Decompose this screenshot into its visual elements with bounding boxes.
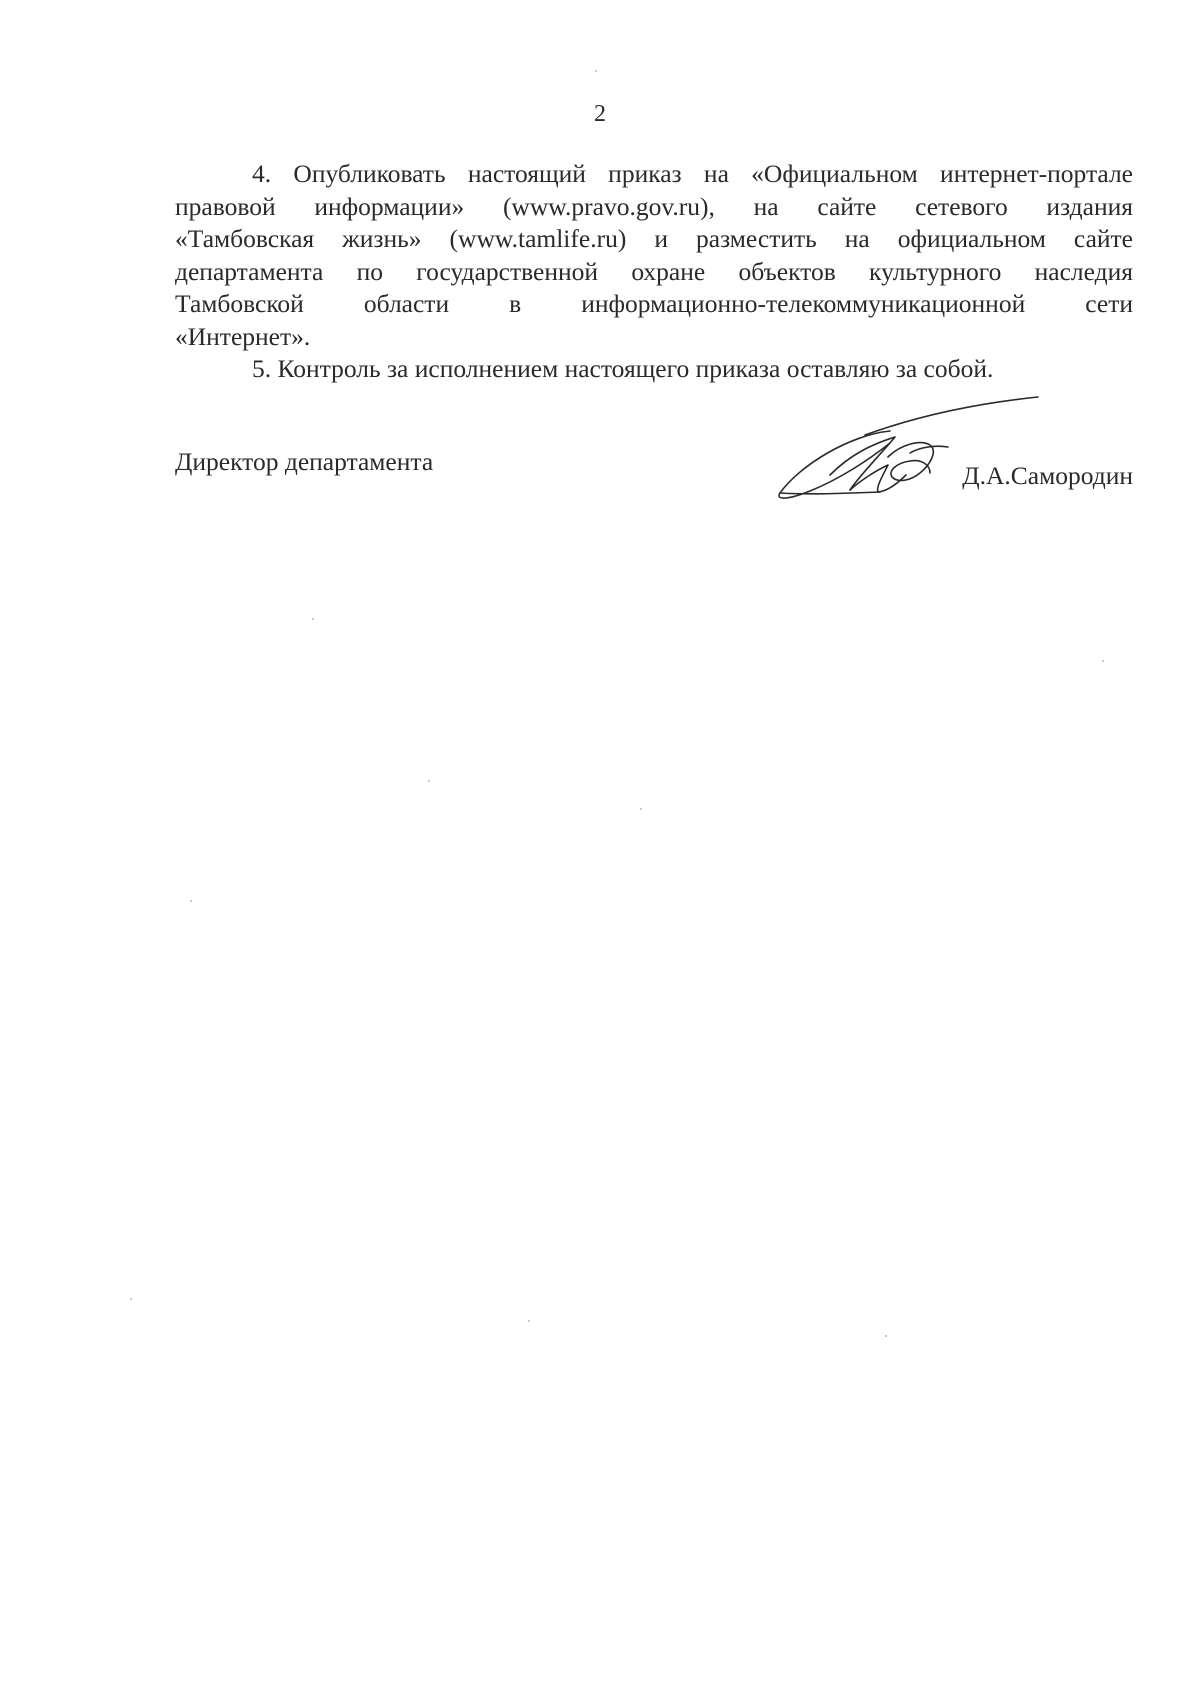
- signatory-name: Д.А.Самородин: [962, 461, 1133, 490]
- document-body: [175, 158, 1133, 386]
- scan-speck: [428, 780, 430, 782]
- paragraph-line: Тамбовской области в информационно-телекоммуникационной сети: [175, 289, 1133, 318]
- page-number: 2: [594, 101, 606, 127]
- paragraph-line: 4. Опубликовать настоящий приказ на «Официальном интернет-портале: [252, 159, 1133, 188]
- paragraph-line: правовой информации» (www.pravo.gov.ru), на сайте сетевого издания: [175, 191, 1133, 221]
- paragraph-control: 5. Контроль за исполнением настоящего приказа оставляю за собой.: [252, 354, 994, 383]
- signatory-role: Директор департамента: [175, 447, 434, 476]
- scan-speck: [528, 1320, 530, 1322]
- handwritten-signature-icon: [770, 395, 1050, 510]
- scan-speck: [312, 618, 314, 620]
- paragraph-publication: [175, 158, 1133, 353]
- scan-speck: [1102, 660, 1104, 662]
- scan-speck: [130, 1298, 132, 1300]
- paragraph-line: «Тамбовская жизнь» (www.tamlife.ru) и разместить на официальном сайте: [175, 224, 1133, 253]
- scan-speck: [885, 1335, 887, 1337]
- paragraph-line: «Интернет».: [175, 321, 311, 351]
- paragraph-line: департамента по государственной охране объектов культурного наследия: [175, 256, 1133, 286]
- scan-speck: [595, 70, 597, 72]
- scan-speck: [190, 900, 192, 902]
- scan-speck: [640, 808, 642, 810]
